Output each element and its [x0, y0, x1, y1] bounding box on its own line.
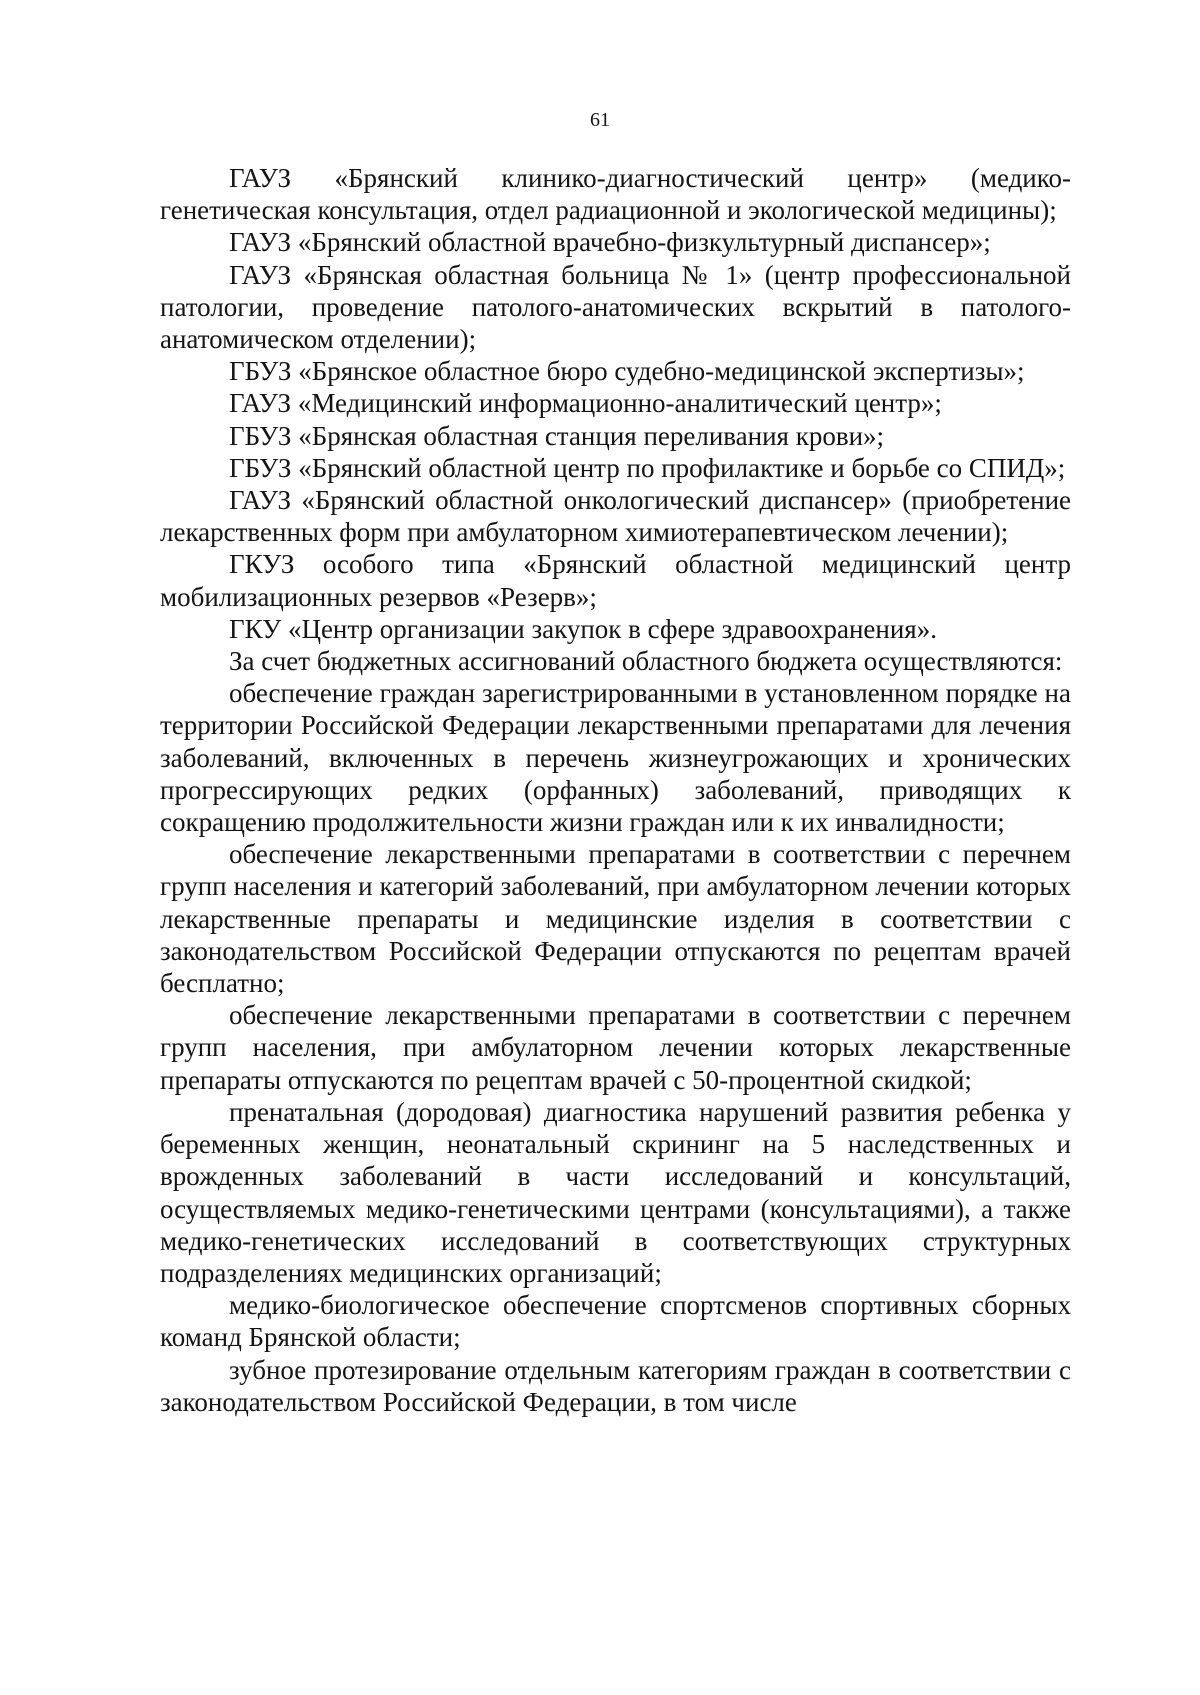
paragraph: За счет бюджетных ассигнований областного бюджета осуществляются: — [229, 646, 1063, 677]
paragraph: обеспечение лекарственными препаратами в соответствии с перечнем групп населения и категорий заболеваний, при амбулаторном лечении которых лекарственные препараты и медицинские изделия в соответствии с законодательством Российской Федерации отпускаются по рецептам врачей бесплатно; — [160, 839, 1071, 999]
paragraph: ГАУЗ «Брянский клинико-диагностический центр» (медико-генетическая консультация, отдел радиационной и экологической медицины); — [160, 163, 1071, 226]
paragraph: ГАУЗ «Брянский областной врачебно-физкультурный диспансер»; — [229, 227, 991, 258]
paragraph: ГБУЗ «Брянское областное бюро судебно-медицинской экспертизы»; — [229, 356, 1025, 387]
paragraph: обеспечение лекарственными препаратами в соответствии с перечнем групп населения, при амбулаторном лечении которых лекарственные препараты отпускаются по рецептам врачей с 50-процентной скидкой; — [160, 1000, 1071, 1095]
page-number: 61 — [590, 109, 610, 131]
paragraph: ГАУЗ «Брянский областной онкологический диспансер» (приобретение лекарственных форм при амбулаторном химиотерапевтическом лечении); — [160, 485, 1071, 548]
paragraph: ГКУ «Центр организации закупок в сфере здравоохранения». — [229, 613, 937, 644]
paragraph: обеспечение граждан зарегистрированными в установленном порядке на территории Российской Федерации лекарственными препаратами для лечения заболеваний, включенных в перечень жизнеугрожающих и хронических прогрессирующих редких (орфанных) заболеваний, приводящих к сокращению продолжительности жизни граждан или к их инвалидности; — [160, 678, 1071, 838]
paragraph: ГБУЗ «Брянская областная станция переливания крови»; — [229, 420, 885, 451]
paragraph: зубное протезирование отдельным категориям граждан в соответствии с законодательством Российской Федерации, в том числе — [160, 1354, 1071, 1417]
paragraph: ГБУЗ «Брянский областной центр по профилактике и борьбе со СПИД»; — [229, 452, 1066, 483]
paragraph: ГКУЗ особого типа «Брянский областной медицинский центр мобилизационных резервов «Резерв»; — [160, 549, 1071, 612]
paragraph: ГАУЗ «Медицинский информационно-аналитический центр»; — [229, 388, 942, 419]
paragraph: ГАУЗ «Брянская областная больница № 1» (центр профессиональной патологии, проведение патолого-анатомических вскрытий в патолого-анатомическом отделении); — [160, 259, 1071, 355]
document-body — [160, 162, 1071, 1418]
paragraph: медико-биологическое обеспечение спортсменов спортивных сборных команд Брянской области; — [160, 1290, 1071, 1353]
paragraph: пренатальная (дородовая) диагностика нарушений развития ребенка у беременных женщин, неонатальный скрининг на 5 наследственных и врожденных заболеваний в части исследований и консультаций, осуществляемых медико-генетическими центрами (консультациями), а также медико-генетических исследований в соответствующих структурных подразделениях медицинских организаций; — [160, 1096, 1071, 1288]
